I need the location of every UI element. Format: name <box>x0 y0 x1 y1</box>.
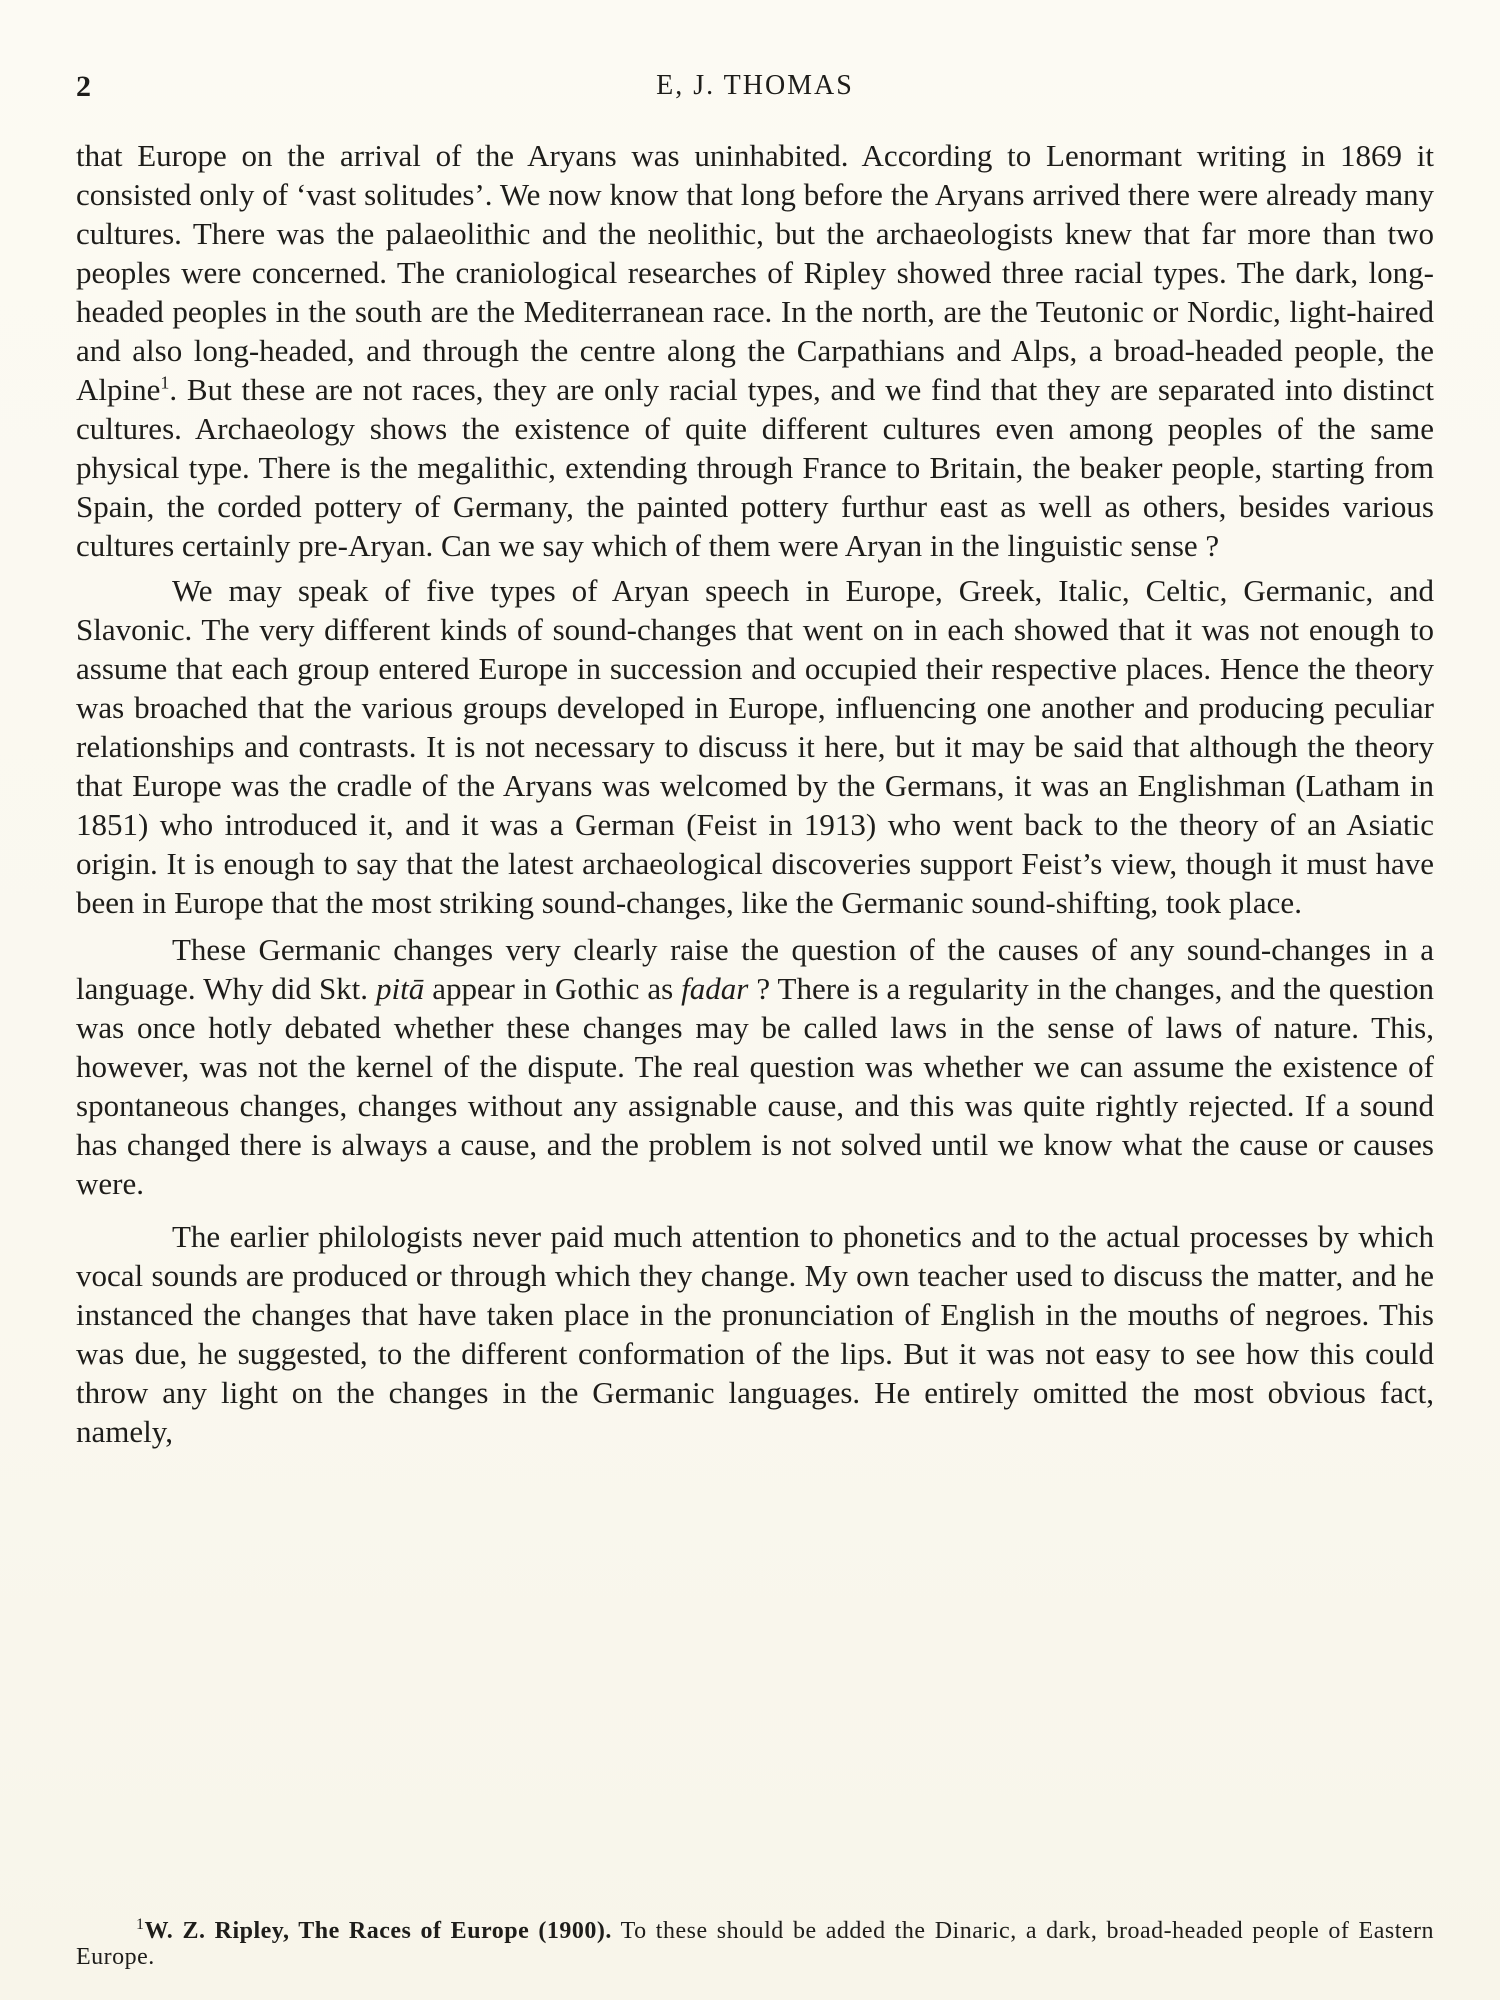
footnote-citation: W. Z. Ripley, The Races of Europe (1900). <box>144 1918 612 1944</box>
running-head-author: E, J. THOMAS <box>656 70 854 101</box>
paragraph-1 <box>76 136 1434 565</box>
footnote-marker: 1 <box>136 1916 145 1933</box>
page-number: 2 <box>76 70 92 103</box>
paragraph-1-continuation: . But these are not races, they are only racial types, and we find that they are separated into distinct cultures. Archaeology shows the existence of quite different cultures even among peoples of the same physical type. There is the megalithic, extending through France to Britain, the beaker people, starting from Spain, the corded pottery of Germany, the painted pottery furthur east as well as others, besides various cultures certainly pre-Aryan. Can we say which of them were Aryan in the linguistic sense ? <box>76 372 1434 563</box>
sanskrit-word: pitā <box>376 971 425 1006</box>
paragraph-2: We may speak of five types of Aryan speech in Europe, Greek, Italic, Celtic, Germanic, and Slavonic. The very different kinds of sound-changes that went on in each showed that it was not enough to assume that each group entered Europe in succession and occupied their respective places. Hence the theory was broached that the various groups developed in Europe, influencing one another and producing peculiar relationships and contrasts. It is not necessary to discuss it here, but it may be said that although the theory that Europe was the cradle of the Aryans was welcomed by the Germans, it was an Englishman (Latham in 1851) who introduced it, and it was a German (Feist in 1913) who went back to the theory of an Asiatic origin. It is enough to say that the latest archaeological discoveries support Feist’s view, though it must have been in Europe that the most striking sound-changes, like the Germanic sound-shifting, took place. <box>76 573 1434 920</box>
paragraph-3-text-mid: appear in Gothic as <box>424 971 682 1006</box>
paragraph-3-text-after: ? There is a regularity in the changes, and the question was once hotly debated whether these changes may be called laws in the sense of laws of nature. This, however, was not the kernel of the dispute. The real question was whether we can assume the existence of spontaneous changes, changes without any assignable cause, and this was quite rightly rejected. If a sound has changed there is always a cause, and the problem is not solved until we know what the cause or causes were. <box>76 971 1434 1201</box>
paragraph-1-text: that Europe on the arrival of the Aryans was uninhabited. According to Lenormant writing in 1869 it consisted only of ‘vast solitudes’. We now know that long before the Aryans arrived there were already many cultures. There was the palaeolithic and the neolithic, but the archaeologists knew that far more than two peoples were concerned. The craniological researches of Ripley showed three racial types. The dark, long-headed peoples in the south are the Mediterranean race. In the north, are the Teutonic or Nordic, light-haired and also long-headed, and through the centre along the Carpathians and Alps, a broad-headed people, the Alpine <box>76 138 1434 407</box>
gothic-word: fadar <box>681 971 749 1006</box>
footnote-reference: 1 <box>160 372 170 393</box>
paragraph-4: The earlier philologists never paid much attention to phonetics and to the actual processes by which vocal sounds are produced or through which they change. My own teacher used to discuss the matter, and he instanced the changes that have taken place in the pronunciation of English in the mouths of negroes. This was due, he suggested, to the different conformation of the lips. But it was not easy to see how this could throw any light on the changes in the Germanic languages. He entirely omitted the most obvious fact, namely, <box>76 1219 1434 1449</box>
running-head <box>76 70 1434 110</box>
paragraph-3-text-before: These Germanic changes very clearly raise the question of the causes of any sound-changes in a language. Why did Skt. <box>76 932 1434 1006</box>
footnote-text: To these should be added the Dinaric, a dark, broad-headed people of Eastern Europe. <box>76 1918 1435 1970</box>
footnote <box>76 1918 1434 1970</box>
paragraph-3 <box>76 930 1434 1203</box>
body-text <box>76 136 1434 1463</box>
